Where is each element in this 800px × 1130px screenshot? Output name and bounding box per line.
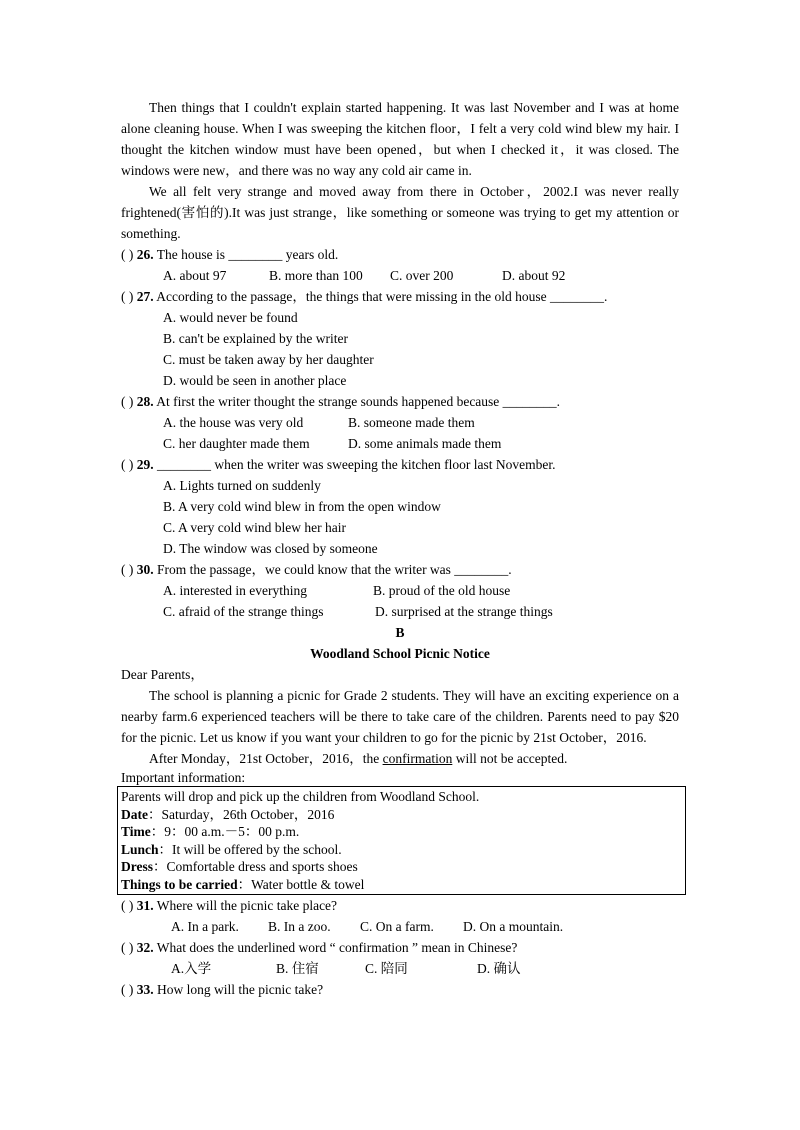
question-32 — [121, 937, 679, 958]
question-text: According to the passage，the things that were missing in the old house ________. — [156, 289, 608, 304]
option-a: A. In a park. — [171, 919, 239, 934]
options-row — [121, 412, 679, 433]
underlined-word: confirmation — [382, 751, 453, 766]
answer-bracket: ( ) — [121, 562, 134, 577]
options-row — [121, 265, 679, 286]
option-a: A. the house was very old — [163, 415, 304, 430]
option-a: A. interested in everything — [163, 583, 307, 598]
answer-bracket: ( ) — [121, 289, 134, 304]
info-line: Parents will drop and pick up the children from Woodland School. — [121, 789, 480, 804]
question-text: ________ when the writer was sweeping the kitchen floor last November. — [157, 457, 556, 472]
question-number: 27. — [136, 289, 154, 304]
option-b: B. more than 100 — [269, 268, 363, 283]
question-number: 28. — [136, 394, 154, 409]
question-text: What does the underlined word “ confirmation ” mean in Chinese? — [156, 940, 518, 955]
answer-bracket: ( ) — [121, 940, 134, 955]
answer-bracket: ( ) — [121, 394, 134, 409]
question-text: How long will the picnic take? — [157, 982, 324, 997]
question-text: Where will the picnic take place? — [156, 898, 338, 913]
answer-bracket: ( ) — [121, 247, 134, 262]
info-time: Time：9：00 a.m.－5：00 p.m. — [121, 824, 300, 839]
notice-paragraph: After Monday，21st October，2016，the confirmation will not be accepted. — [149, 751, 568, 766]
question-26 — [121, 244, 679, 265]
question-33 — [121, 979, 679, 1000]
question-number: 30. — [136, 562, 154, 577]
info-box — [117, 786, 686, 895]
options-row — [121, 433, 679, 454]
option-d: D. The window was closed by someone — [163, 541, 378, 556]
option-a: A. about 97 — [163, 268, 227, 283]
info-things: Things to be carried：Water bottle & towel — [121, 876, 365, 892]
question-27 — [121, 286, 679, 307]
question-29 — [121, 454, 679, 475]
question-31 — [121, 895, 679, 916]
option-c: C. her daughter made them — [163, 436, 310, 451]
option-b: B. 住宿 — [276, 961, 319, 976]
question-number: 29. — [136, 457, 154, 472]
option-d: D. On a mountain. — [463, 919, 564, 934]
question-number: 33. — [136, 982, 154, 997]
option-b: B. A very cold wind blew in from the open window — [163, 499, 441, 514]
option-c: C. over 200 — [390, 268, 454, 283]
option-a: A. would never be found — [163, 310, 298, 325]
option-b: B. proud of the old house — [373, 583, 511, 598]
question-text: At first the writer thought the strange sounds happened because ________. — [156, 394, 561, 409]
option-c: C. A very cold wind blew her hair — [163, 520, 346, 535]
option-d: D. surprised at the strange things — [375, 604, 553, 619]
info-heading: Important information: — [121, 770, 246, 785]
passage-paragraph: Then things that I couldn't explain started happening. It was last November and I was at home alone cleaning house. When I was sweeping the kitchen floor，I felt a very cold wind blew my hair. I thought the kitchen window must have been opened，but when I checked it，it was closed. The windows were new，and there was no way any cold air came in. — [121, 100, 679, 178]
option-a: A.入学 — [171, 961, 212, 976]
question-28 — [121, 391, 679, 412]
options-row — [121, 580, 679, 601]
answer-bracket: ( ) — [121, 898, 134, 913]
question-number: 31. — [136, 898, 154, 913]
greeting: Dear Parents， — [121, 667, 204, 682]
option-c: C. On a farm. — [360, 919, 434, 934]
document-page — [121, 97, 679, 1000]
question-number: 32. — [136, 940, 154, 955]
section-letter: B — [395, 625, 405, 640]
options-row — [121, 916, 679, 937]
options-row — [121, 958, 679, 979]
passage-paragraph: We all felt very strange and moved away from there in October，2002.I was never really frightened(害怕的).It was just strange，like something or someone was trying to get my attention or something. — [121, 184, 679, 241]
option-d: D. some animals made them — [348, 436, 502, 451]
question-number: 26. — [136, 247, 154, 262]
notice-title: Woodland School Picnic Notice — [310, 646, 490, 661]
option-d: D. about 92 — [502, 268, 566, 283]
option-c: C. must be taken away by her daughter — [163, 352, 374, 367]
option-b: B. In a zoo. — [268, 919, 331, 934]
info-dress: Dress：Comfortable dress and sports shoes — [121, 859, 358, 874]
question-30 — [121, 559, 679, 580]
option-c: C. 陪同 — [365, 961, 408, 976]
question-text: From the passage，we could know that the writer was ________. — [157, 562, 512, 577]
info-date: Date：Saturday，26th October，2016 — [121, 806, 335, 822]
question-text: The house is ________ years old. — [156, 247, 339, 262]
option-c: C. afraid of the strange things — [163, 604, 324, 619]
options-row — [121, 601, 679, 622]
option-b: B. someone made them — [348, 415, 475, 430]
option-d: D. would be seen in another place — [163, 373, 347, 388]
option-a: A. Lights turned on suddenly — [163, 478, 321, 493]
notice-paragraph: The school is planning a picnic for Grade 2 students. They will have an exciting experience on a nearby farm.6 experienced teachers will be there to take care of the children. Parents need to pay $20 for the picnic. Let us know if you want your children to go for the picnic by 21st October，2016. — [121, 688, 679, 745]
info-lunch: Lunch：It will be offered by the school. — [121, 841, 342, 857]
answer-bracket: ( ) — [121, 457, 134, 472]
option-d: D. 确认 — [477, 961, 521, 976]
option-b: B. can't be explained by the writer — [163, 331, 348, 346]
answer-bracket: ( ) — [121, 982, 134, 997]
